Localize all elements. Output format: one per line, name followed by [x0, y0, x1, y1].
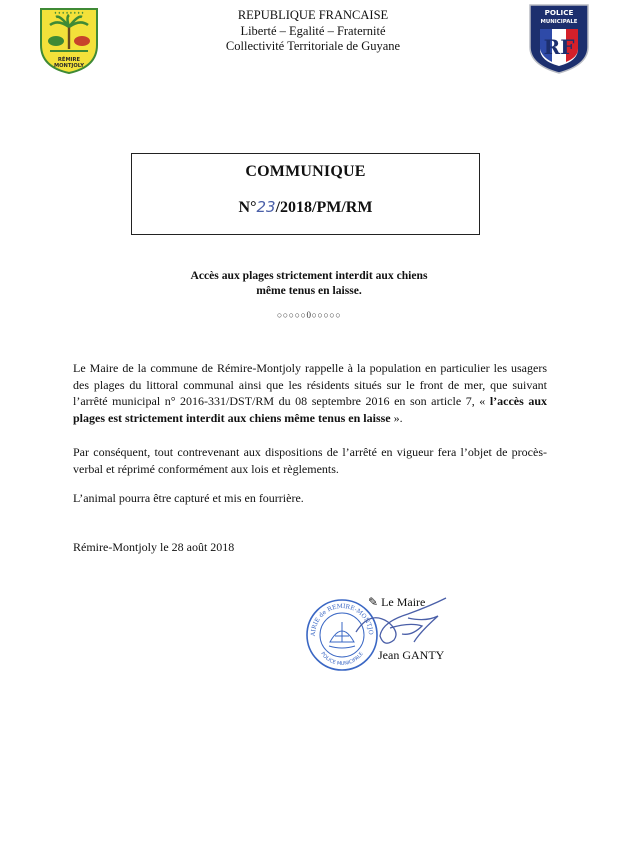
- quote-bold: l’accès aux plages est strictement interdit aux chiens même tenus en laisse: [73, 394, 548, 425]
- paragraph-3: L’animal pourra être capturé et mis en fourrière.: [73, 491, 304, 505]
- right-logo-text-2: MUNICIPALE: [540, 19, 578, 25]
- communique-number: [132, 198, 479, 217]
- paragraph-2: Par conséquent, tout contrevenant aux dispositions de l’arrêté en vigueur fera l’objet de procès-verbal et réprimé conformément aux lois et règlements.: [73, 445, 547, 476]
- republic-line: REPUBLIQUE FRANCAISE: [237, 8, 389, 22]
- collectivity-line: Collectivité Territoriale de Guyane: [225, 39, 401, 53]
- stamp-text-bottom: POLICE MUNICIPALE: [319, 651, 365, 668]
- left-logo-text-1: RÉMIRE: [57, 57, 81, 63]
- remire-montjoly-logo: [38, 5, 100, 75]
- subject-heading: [150, 268, 468, 298]
- mayor-title-text: Le Maire: [381, 595, 426, 609]
- quote-close: ».: [390, 410, 403, 425]
- communique-title-box: [131, 153, 480, 235]
- quote-open: «: [479, 394, 490, 408]
- mayor-pen-mark: ✎: [368, 595, 379, 609]
- left-logo-text-2: MONTJOLY: [53, 63, 85, 69]
- header-block: [170, 8, 456, 55]
- paragraph-1-text: Le Maire de la commune de Rémire-Montjoly rappelle à la population en particulier les usagers des plages du littoral communal ainsi que les résidents situés sur le front de mer, que suivant l’arrêté municipal n° 2016-331/DST/RM du 08 septembre 2016 en son article 7,: [73, 361, 547, 408]
- date-line: Rémire-Montjoly le 28 août 2018: [73, 540, 235, 554]
- subject-line-2: même tenus en laisse.: [256, 284, 362, 297]
- paragraph-1: [73, 360, 547, 426]
- stamp-text-top: AIRIE de REMIRE-MONTJO: [309, 602, 375, 637]
- right-logo-text-1: POLICE: [544, 8, 574, 17]
- subject-line-1: Accès aux plages strictement interdit aux chiens: [190, 269, 428, 282]
- mayor-title: [368, 595, 425, 610]
- communique-title: COMMUNIQUE: [245, 163, 366, 180]
- svg-text:♦ ♦ ♦ ♦ ♦ ♦ ♦ ♦: ♦ ♦ ♦ ♦ ♦ ♦ ♦ ♦: [54, 11, 84, 15]
- number-prefix: N°: [238, 199, 257, 216]
- number-handwritten: 23: [256, 198, 276, 216]
- number-suffix: /2018/PM/RM: [275, 199, 373, 216]
- motto-line: Liberté – Egalité – Fraternité: [240, 23, 386, 38]
- police-municipale-logo: [528, 3, 590, 75]
- ornament-divider: ○○○○○0○○○○○: [276, 310, 342, 320]
- mayor-name: Jean GANTY: [378, 648, 445, 662]
- svg-text:RF: RF: [543, 35, 575, 59]
